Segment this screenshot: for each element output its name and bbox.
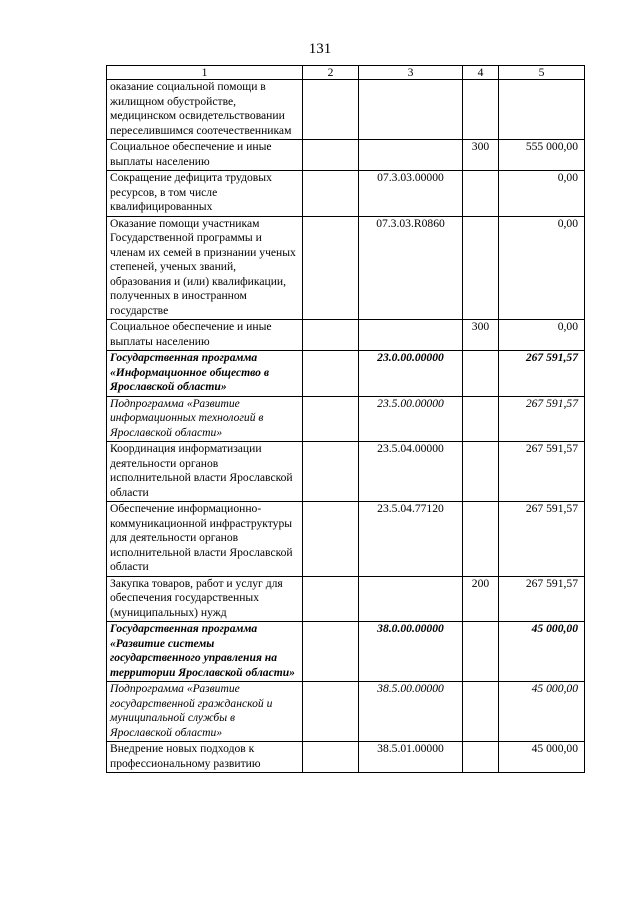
amount-cell: 0,00 bbox=[499, 216, 585, 320]
amount-cell: 0,00 bbox=[499, 171, 585, 217]
column-2-cell bbox=[303, 396, 359, 442]
amount-cell: 267 591,57 bbox=[499, 442, 585, 502]
amount-cell: 267 591,57 bbox=[499, 576, 585, 622]
item-name-cell: Подпрограмма «Развитие информационных технологий в Ярославской области» bbox=[107, 396, 303, 442]
table-row bbox=[107, 742, 585, 773]
amount-cell: 45 000,00 bbox=[499, 622, 585, 682]
target-code-cell: 38.5.00.00000 bbox=[359, 682, 463, 742]
column-2-cell bbox=[303, 320, 359, 351]
target-code-cell: 07.3.03.00000 bbox=[359, 171, 463, 217]
target-code-cell: 38.5.01.00000 bbox=[359, 742, 463, 773]
item-name-cell: Сокращение дефицита трудовых ресурсов, в том числе квалифицированных bbox=[107, 171, 303, 217]
expense-type-cell bbox=[463, 396, 499, 442]
expense-type-cell bbox=[463, 682, 499, 742]
target-code-cell: 23.5.04.77120 bbox=[359, 502, 463, 577]
table-row bbox=[107, 502, 585, 577]
expense-type-cell bbox=[463, 742, 499, 773]
column-2-cell bbox=[303, 502, 359, 577]
amount-cell: 45 000,00 bbox=[499, 742, 585, 773]
item-name-cell: Координация информатизации деятельности органов исполнительной власти Ярославской области bbox=[107, 442, 303, 502]
expense-type-cell bbox=[463, 351, 499, 397]
column-2-cell bbox=[303, 140, 359, 171]
column-2-cell bbox=[303, 216, 359, 320]
target-code-cell bbox=[359, 320, 463, 351]
expense-type-cell bbox=[463, 80, 499, 140]
column-2-cell bbox=[303, 742, 359, 773]
page-number: 131 bbox=[308, 41, 332, 57]
table-row bbox=[107, 216, 585, 320]
amount-cell bbox=[499, 80, 585, 140]
column-2-cell bbox=[303, 80, 359, 140]
header-cell-5: 5 bbox=[499, 66, 585, 80]
target-code-cell: 23.0.00.00000 bbox=[359, 351, 463, 397]
header-cell-3: 3 bbox=[359, 66, 463, 80]
amount-cell: 555 000,00 bbox=[499, 140, 585, 171]
expense-type-cell: 300 bbox=[463, 320, 499, 351]
item-name-cell: Социальное обеспечение и иные выплаты населению bbox=[107, 320, 303, 351]
expense-type-cell bbox=[463, 502, 499, 577]
item-name-cell: Закупка товаров, работ и услуг для обеспечения государственных (муниципальных) нужд bbox=[107, 576, 303, 622]
column-2-cell bbox=[303, 622, 359, 682]
target-code-cell: 38.0.00.00000 bbox=[359, 622, 463, 682]
target-code-cell bbox=[359, 80, 463, 140]
table-row bbox=[107, 80, 585, 140]
target-code-cell: 23.5.00.00000 bbox=[359, 396, 463, 442]
header-row bbox=[107, 66, 585, 80]
item-name-cell: Обеспечение информационно-коммуникационной инфраструктуры для деятельности органов исполнительной власти Ярославской области bbox=[107, 502, 303, 577]
expense-type-cell bbox=[463, 216, 499, 320]
column-2-cell bbox=[303, 351, 359, 397]
table-row bbox=[107, 682, 585, 742]
table-row bbox=[107, 320, 585, 351]
header-cell-4: 4 bbox=[463, 66, 499, 80]
header-cell-2: 2 bbox=[303, 66, 359, 80]
target-code-cell: 23.5.04.00000 bbox=[359, 442, 463, 502]
column-2-cell bbox=[303, 682, 359, 742]
expense-type-cell bbox=[463, 442, 499, 502]
amount-cell: 45 000,00 bbox=[499, 682, 585, 742]
target-code-cell bbox=[359, 576, 463, 622]
item-name-cell: Государственная программа «Информационное общество в Ярославской области» bbox=[107, 351, 303, 397]
item-name-cell: оказание социальной помощи в жилищном обустройстве, медицинском освидетельствовании переселившимся соотечественникам bbox=[107, 80, 303, 140]
column-2-cell bbox=[303, 576, 359, 622]
amount-cell: 267 591,57 bbox=[499, 396, 585, 442]
expense-type-cell: 300 bbox=[463, 140, 499, 171]
expense-type-cell bbox=[463, 171, 499, 217]
table-row bbox=[107, 442, 585, 502]
expense-type-cell bbox=[463, 622, 499, 682]
item-name-cell: Оказание помощи участникам Государственной программы и членам их семей в признании ученых степеней, ученых званий, образования и (или) квалификации, полученных в иностранном государстве bbox=[107, 216, 303, 320]
amount-cell: 267 591,57 bbox=[499, 351, 585, 397]
table-row bbox=[107, 351, 585, 397]
amount-cell: 0,00 bbox=[499, 320, 585, 351]
expense-type-cell: 200 bbox=[463, 576, 499, 622]
table-row bbox=[107, 576, 585, 622]
header-cell-1: 1 bbox=[107, 66, 303, 80]
budget-table bbox=[106, 65, 585, 773]
table-row bbox=[107, 171, 585, 217]
amount-cell: 267 591,57 bbox=[499, 502, 585, 577]
table-row bbox=[107, 622, 585, 682]
column-2-cell bbox=[303, 442, 359, 502]
table-row bbox=[107, 396, 585, 442]
item-name-cell: Внедрение новых подходов к профессиональному развитию bbox=[107, 742, 303, 773]
item-name-cell: Подпрограмма «Развитие государственной гражданской и муниципальной службы в Ярославской области» bbox=[107, 682, 303, 742]
column-2-cell bbox=[303, 171, 359, 217]
target-code-cell: 07.3.03.R0860 bbox=[359, 216, 463, 320]
table-row bbox=[107, 140, 585, 171]
item-name-cell: Социальное обеспечение и иные выплаты населению bbox=[107, 140, 303, 171]
target-code-cell bbox=[359, 140, 463, 171]
item-name-cell: Государственная программа «Развитие системы государственного управления на территории Ярославской области» bbox=[107, 622, 303, 682]
